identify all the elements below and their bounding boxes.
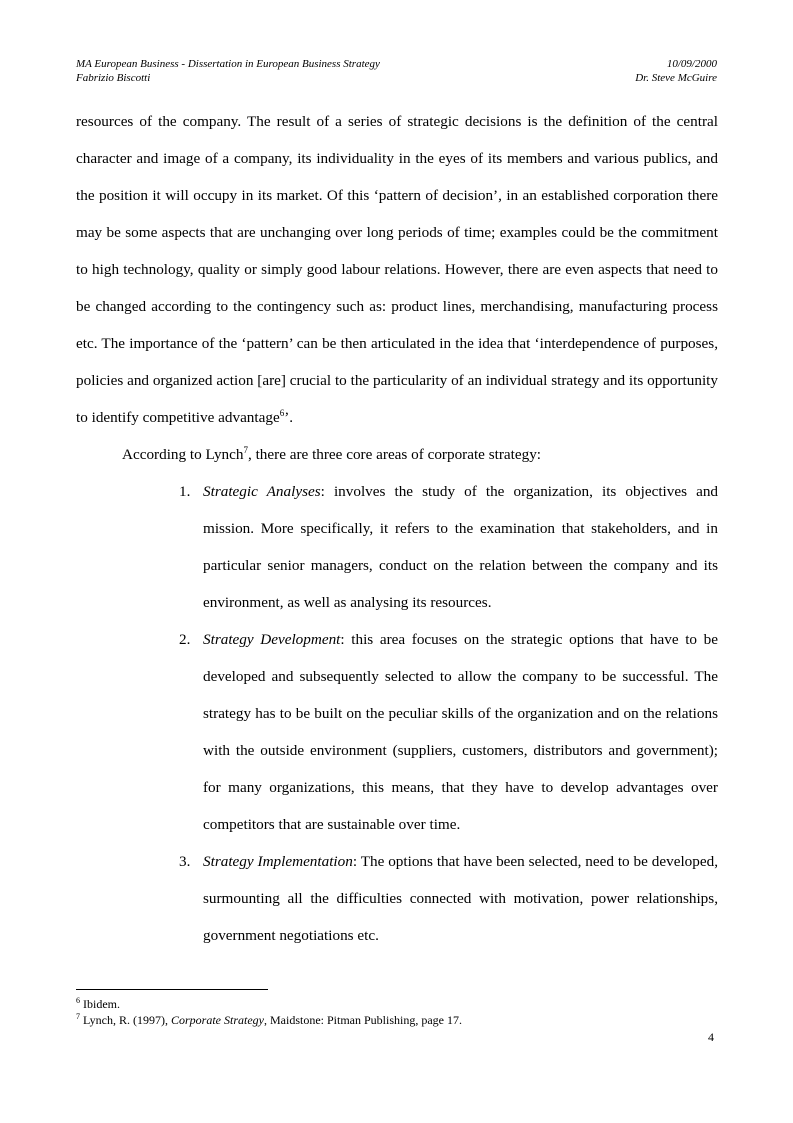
page-number: 4 [708, 1030, 714, 1044]
list-item-number: 3. [179, 853, 191, 870]
footnote-ref-7: 7 [243, 444, 248, 455]
list-item [76, 843, 718, 954]
page-body [76, 103, 718, 954]
footnote-number: 6 [76, 996, 80, 1005]
list-item [76, 621, 718, 843]
list-item-term: Strategy Development [203, 631, 341, 648]
list-item-term: Strategy Implementation [203, 853, 353, 870]
header-date: 10/09/2000 [666, 58, 717, 70]
list-item-text: : The options that have been selected, need to be developed, surmounting all the difficulties connected with motivation, power relationships, government negotiations etc. [203, 853, 719, 944]
list-item-term: Strategic Analyses [203, 483, 321, 500]
header-course-title: MA European Business - Dissertation in European Business Strategy [76, 58, 380, 70]
running-header-left [76, 57, 380, 85]
footnote-ref-6: 6 [279, 407, 285, 418]
core-areas-list [76, 473, 718, 954]
footnote-6: $^6$ Ibidem. [76, 996, 120, 1011]
footnote-separator [76, 989, 268, 990]
list-item-text: : this area focuses on the strategic options that have to be developed and subsequently selected to allow the company to be successful. The strategy has to be built on the peculiar skills of the organization and on the relations with the outside environment (suppliers, customers, distributors and government); for many organizations, this means, that they have to develop advantages over competitors that are sustainable over time. [203, 631, 719, 833]
list-item-number: 2. [179, 631, 191, 648]
paragraph-lynch-intro: According to Lynch$^7$, there are three core areas of corporate strategy: [122, 444, 542, 463]
footnote-number: 7 [76, 1012, 80, 1021]
list-item-text: : involves the study of the organization, its objectives and mission. More specifically, it refers to the examination that stakeholders, and in particular senior managers, conduct on the relation between the company and its environment, as well as analysing its resources. [203, 483, 719, 611]
header-author: Fabrizio Biscotti [76, 72, 151, 84]
header-supervisor: Dr. Steve McGuire [635, 72, 717, 84]
footnote-book-title: Corporate Strategy [171, 1013, 264, 1027]
footnote-7: $^7$ Lynch, R. (1997), Corporate Strategy, Maidstone: Pitman Publishing, page 17. [76, 1012, 462, 1027]
list-item-number: 1. [179, 483, 191, 500]
running-header-right [635, 57, 717, 85]
paragraph-pattern-of-decision: resources of the company. The result of a series of strategic decisions is the definition of the central character and image of a company, its individuality in the eyes of its members and various publics, and the position it will occupy in its market. Of this ‘pattern of decision’, in an established corporation there may be some aspects that are unchanging over long periods of time; examples could be the commitment to high technology, quality or simply good labour relations. However, there are even aspects that need to be changed according to the contingency such as: product lines, merchandising, manufacturing process etc. The importance of the ‘pattern’ can be then articulated in the idea that ‘interdependence of purposes, policies and organized action [are] crucial to the particularity of an individual strategy and its opportunity to identify competitive advantage$^6$’. [76, 113, 718, 426]
list-item [76, 473, 718, 621]
